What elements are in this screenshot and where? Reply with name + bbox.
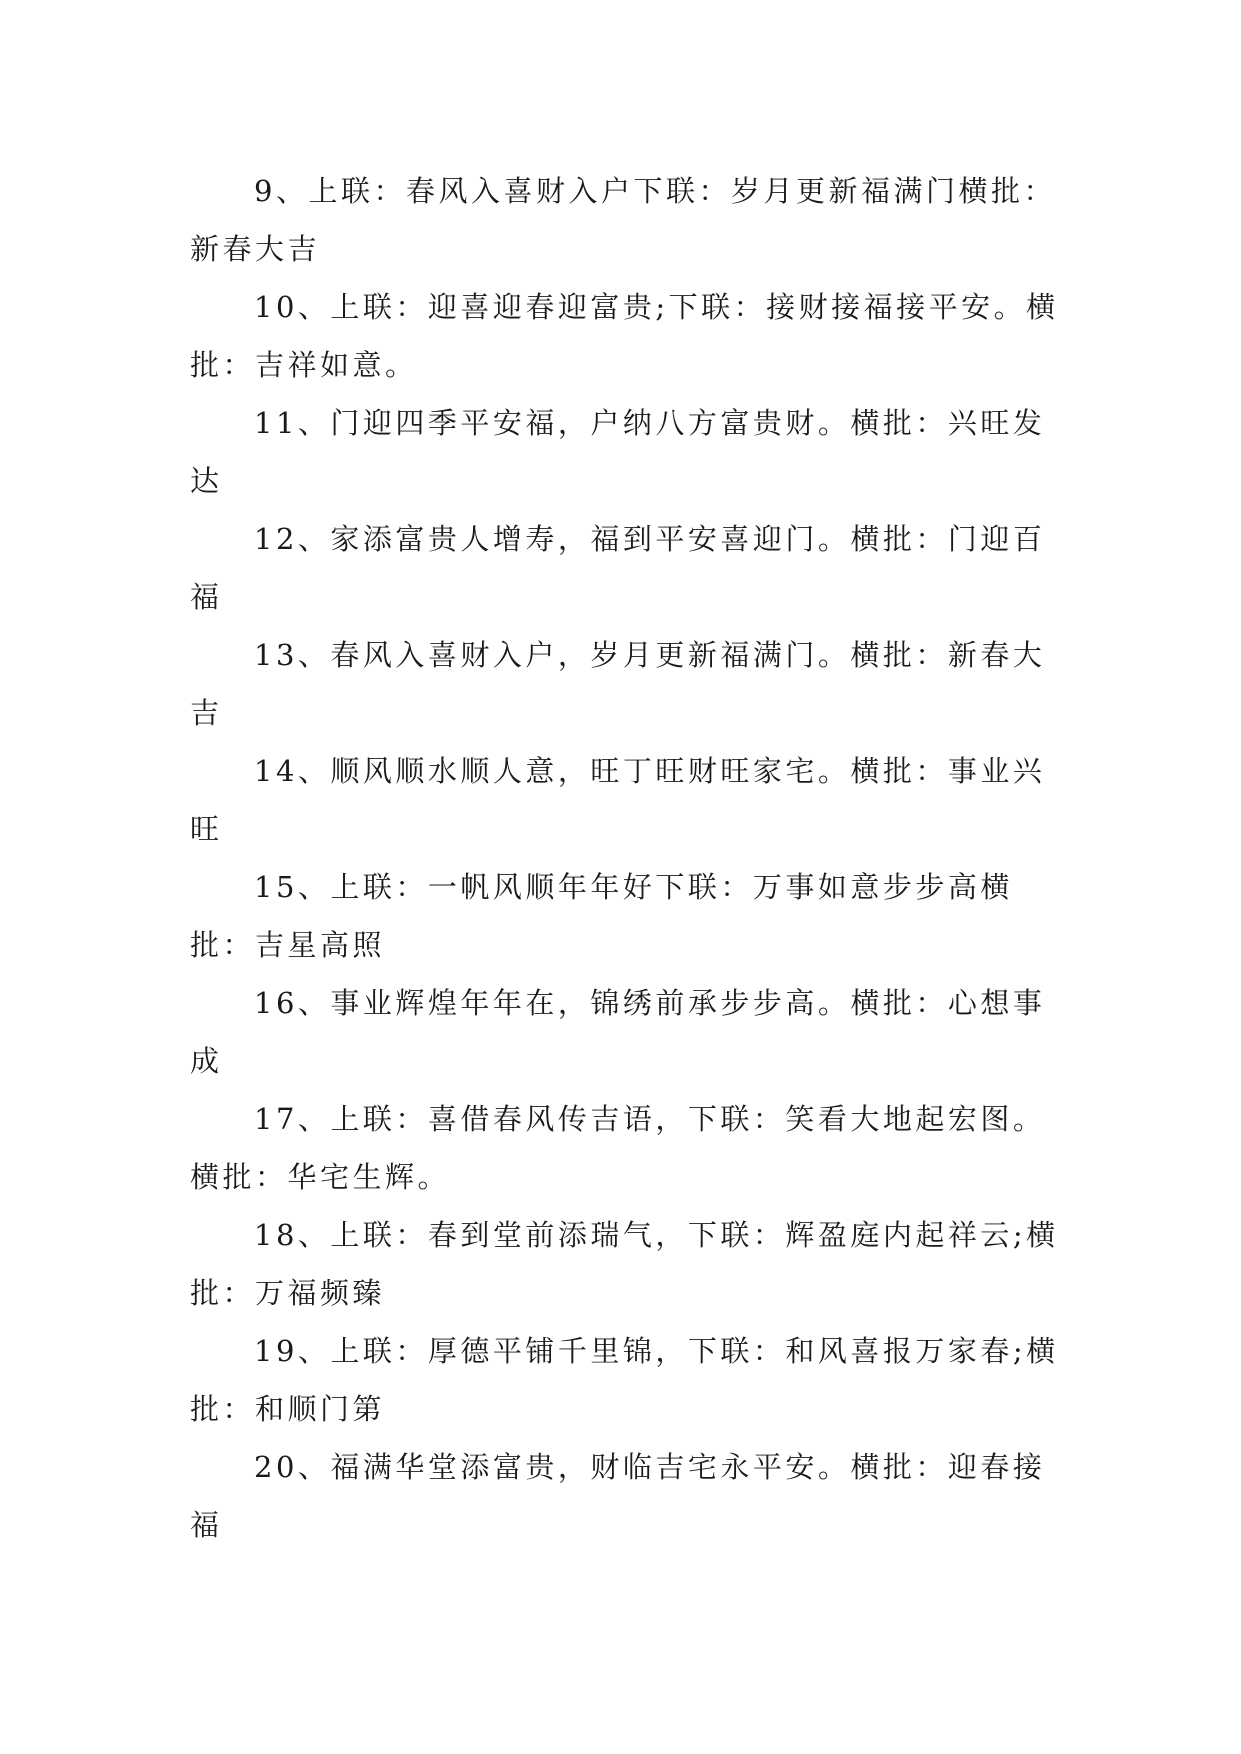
couplet-paragraph-9: 9、上联：春风入喜财入户下联：岁月更新福满门横批：新春大吉 bbox=[190, 174, 1056, 266]
couplet-paragraph-13: 13、春风入喜财入户，岁月更新福满门。横批：新春大吉 bbox=[190, 638, 1046, 730]
couplet-paragraph-16: 16、事业辉煌年年在，锦绣前承步步高。横批：心想事成 bbox=[190, 986, 1046, 1078]
document-body bbox=[190, 162, 1062, 1554]
couplet-paragraph-15: 15、上联：一帆风顺年年好下联：万事如意步步高横批：吉星高照 bbox=[190, 870, 1013, 962]
couplet-paragraph-10: 10、上联：迎喜迎春迎富贵;下联：接财接福接平安。横批：吉祥如意。 bbox=[190, 290, 1059, 382]
couplet-paragraph-11: 11、门迎四季平安福，户纳八方富贵财。横批：兴旺发达 bbox=[190, 406, 1046, 498]
couplet-paragraph-14: 14、顺风顺水顺人意，旺丁旺财旺家宅。横批：事业兴旺 bbox=[190, 754, 1046, 846]
couplet-paragraph-19: 19、上联：厚德平铺千里锦，下联：和风喜报万家春;横批：和顺门第 bbox=[190, 1334, 1059, 1426]
couplet-paragraph-17: 17、上联：喜借春风传吉语，下联：笑看大地起宏图。横批：华宅生辉。 bbox=[190, 1102, 1046, 1194]
couplet-paragraph-18: 18、上联：春到堂前添瑞气，下联：辉盈庭内起祥云;横批：万福频臻 bbox=[190, 1218, 1059, 1310]
couplet-paragraph-20: 20、福满华堂添富贵，财临吉宅永平安。横批：迎春接福 bbox=[190, 1450, 1046, 1542]
couplet-paragraph-12: 12、家添富贵人增寿，福到平安喜迎门。横批：门迎百福 bbox=[190, 522, 1046, 614]
